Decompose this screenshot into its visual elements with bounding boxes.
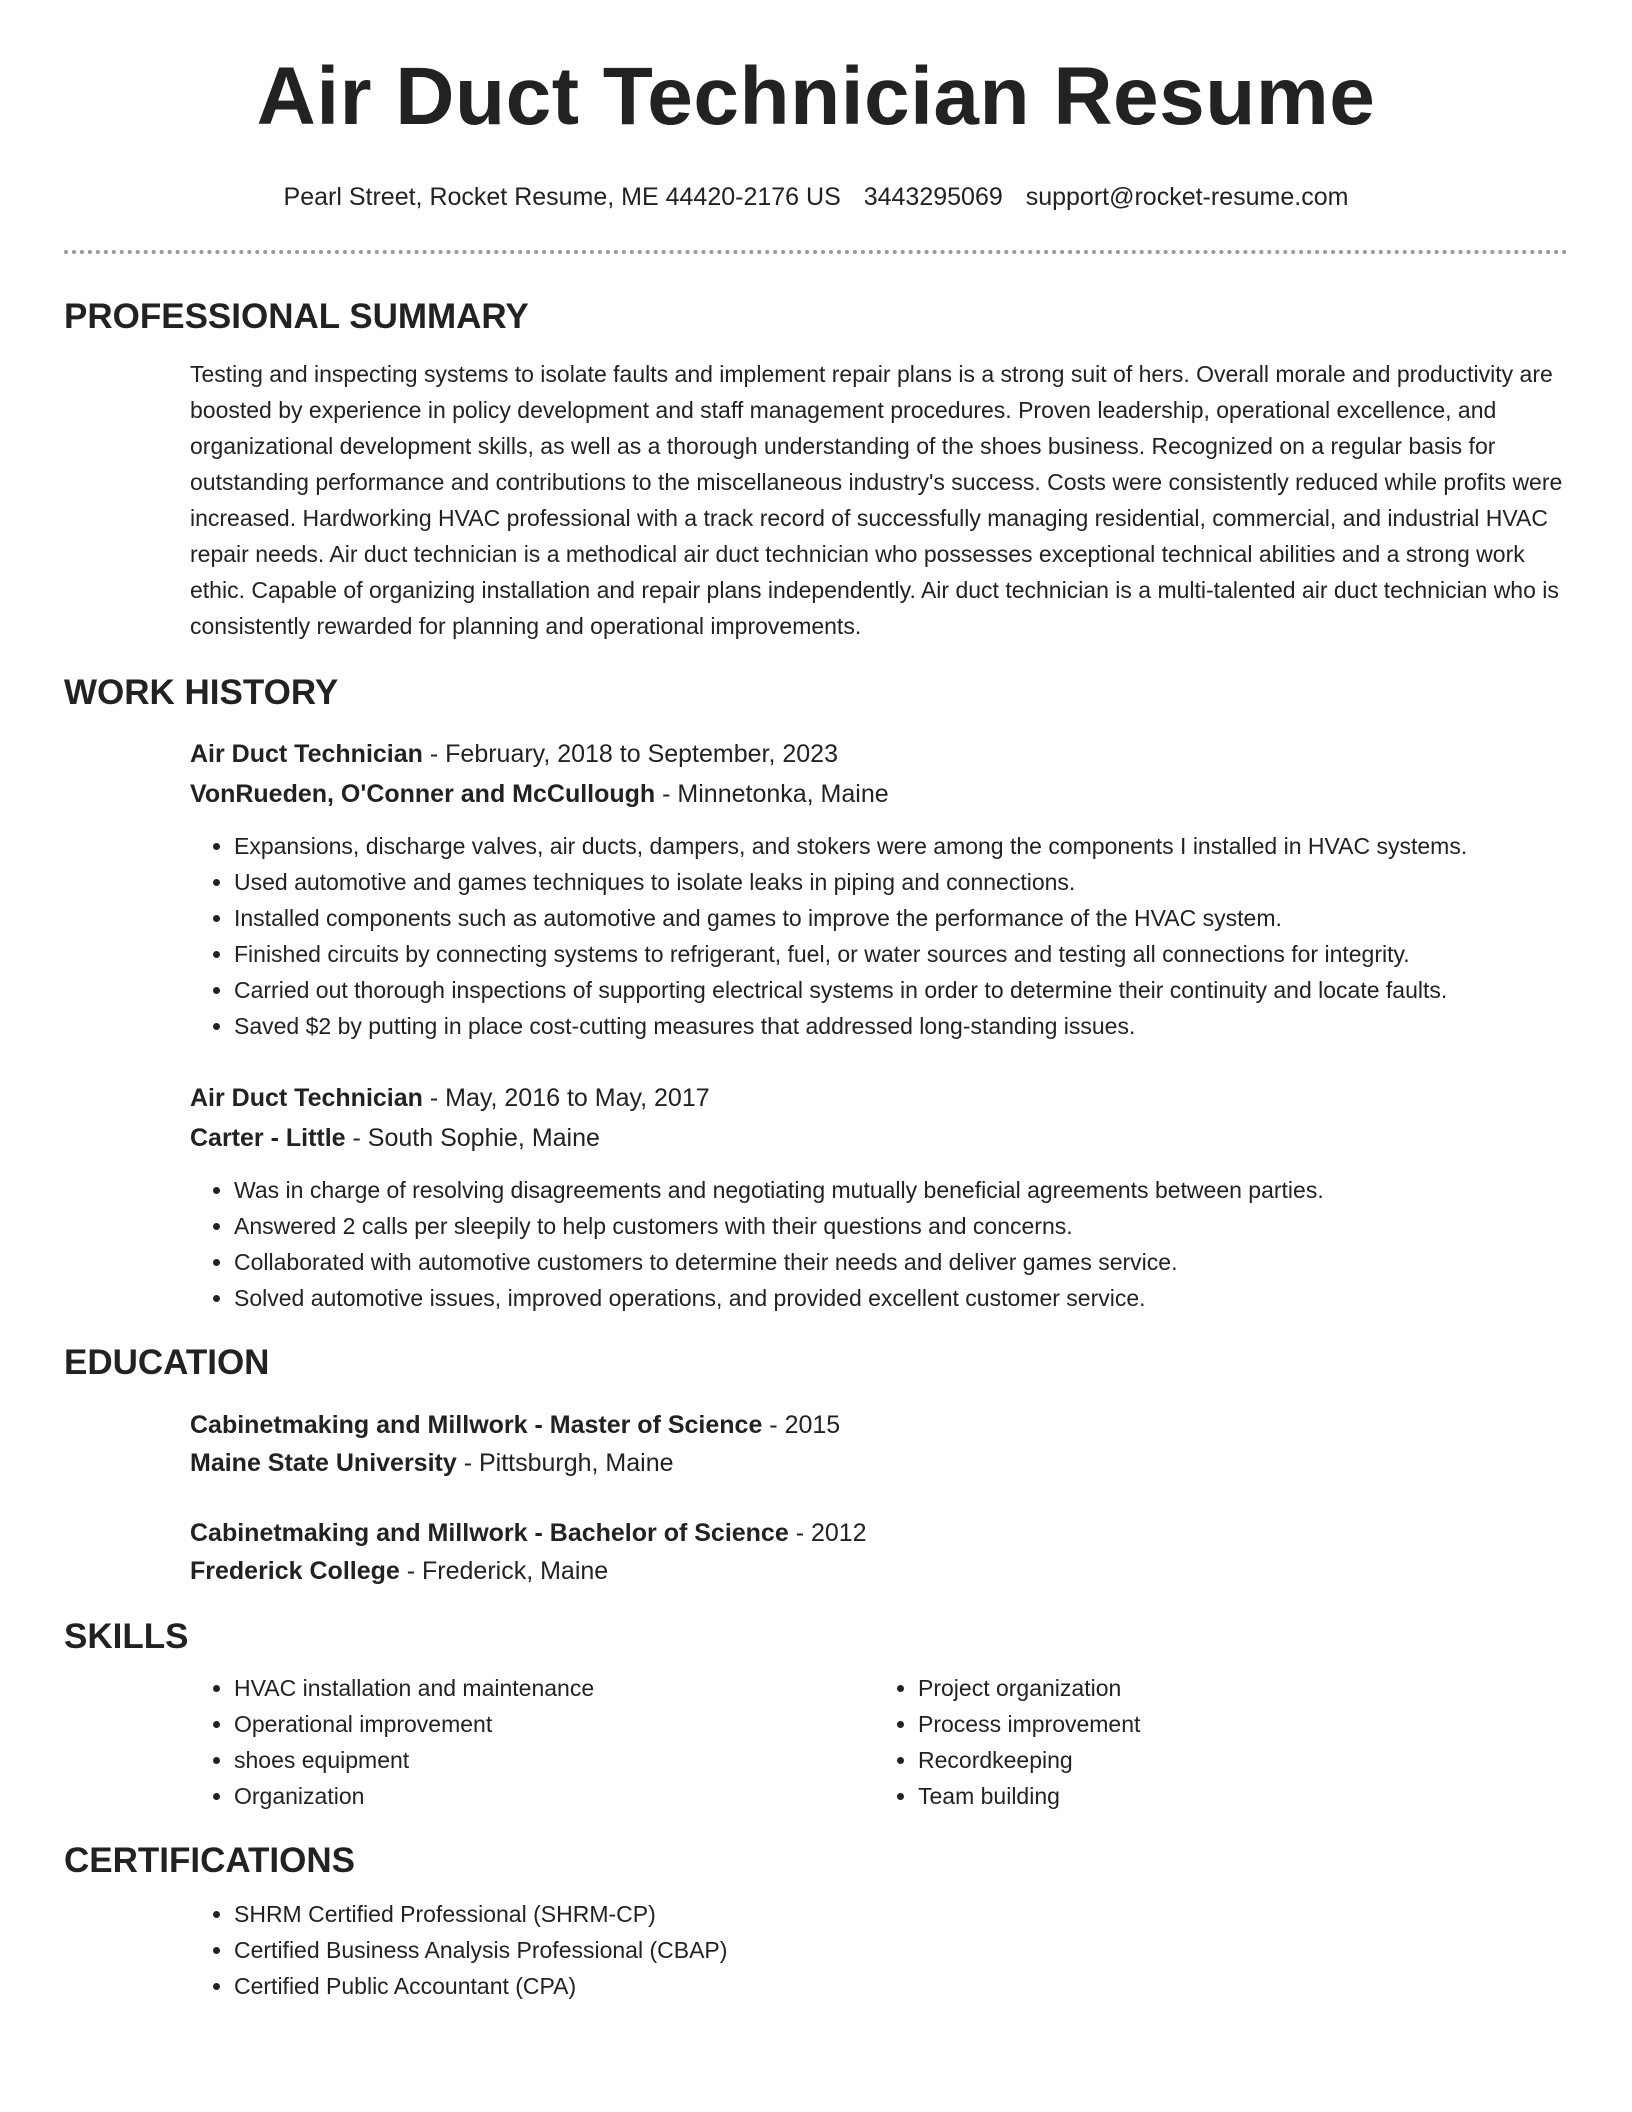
job-entry xyxy=(190,1078,1568,1316)
education-heading: EDUCATION xyxy=(64,1343,270,1382)
job-bullets xyxy=(190,1172,1568,1316)
job-location: - South Sophie, Maine xyxy=(345,1124,600,1152)
job-bullet: • Carried out thorough inspections of supporting electrical systems in order to determine their continuity and locate faults. xyxy=(234,972,1568,1008)
job-company: VonRueden, O'Conner and McCullough xyxy=(190,780,656,808)
job-bullet: • Solved automotive issues, improved operations, and provided excellent customer service. xyxy=(234,1280,1568,1316)
skills-column-right xyxy=(874,1670,1558,1814)
skills-column-left xyxy=(190,1670,874,1814)
education-degree: Cabinetmaking and Millwork - Master of Science xyxy=(190,1411,763,1439)
contact-email: support@rocket-resume.com xyxy=(1025,183,1349,211)
skill-item: • Recordkeeping xyxy=(918,1742,1558,1778)
job-entry xyxy=(190,734,1568,1044)
certification-item: • Certified Business Analysis Professional (CBAP) xyxy=(234,1932,1568,1968)
skill-item: • Team building xyxy=(918,1778,1558,1814)
certifications-section xyxy=(64,1840,1568,2004)
education-degree: Cabinetmaking and Millwork - Bachelor of Science xyxy=(190,1519,789,1547)
education-degree-line xyxy=(190,1406,1568,1444)
certifications-list xyxy=(190,1896,1568,2004)
job-title-line xyxy=(190,1078,1568,1118)
header-divider xyxy=(64,250,1568,254)
education-year: - 2012 xyxy=(788,1519,867,1547)
certification-item: • SHRM Certified Professional (SHRM-CP) xyxy=(234,1896,1568,1932)
job-bullet: • Installed components such as automotive and games to improve the performance of the HVAC system. xyxy=(234,900,1568,936)
skill-item: • Project organization xyxy=(918,1670,1558,1706)
job-title: Air Duct Technician xyxy=(190,1084,423,1112)
skill-item: • HVAC installation and maintenance xyxy=(234,1670,874,1706)
work-history-heading: WORK HISTORY xyxy=(64,673,339,712)
work-history-section xyxy=(64,672,1568,1316)
job-company-line xyxy=(190,1118,1568,1158)
education-degree-line xyxy=(190,1514,1568,1552)
skill-item: • Process improvement xyxy=(918,1706,1558,1742)
contact-phone: 3443295069 xyxy=(863,183,1003,211)
skill-item: • Organization xyxy=(234,1778,874,1814)
resume-title: Air Duct Technician Resume xyxy=(256,51,1376,142)
certification-item: • Certified Public Accountant (CPA) xyxy=(234,1968,1568,2004)
job-bullet: • Collaborated with automotive customers to determine their needs and deliver games service. xyxy=(234,1244,1568,1280)
education-school-line xyxy=(190,1444,1568,1482)
certifications-heading: CERTIFICATIONS xyxy=(64,1841,356,1880)
job-company: Carter - Little xyxy=(190,1124,346,1152)
job-company-line xyxy=(190,774,1568,814)
education-school: Frederick College xyxy=(190,1557,400,1585)
education-entry xyxy=(190,1514,1568,1590)
job-title-line xyxy=(190,734,1568,774)
job-dates: - February, 2018 to September, 2023 xyxy=(422,740,838,768)
education-entry xyxy=(190,1406,1568,1482)
education-school-line xyxy=(190,1552,1568,1590)
job-bullet: • Saved $2 by putting in place cost-cutting measures that addressed long-standing issues. xyxy=(234,1008,1568,1044)
job-dates: - May, 2016 to May, 2017 xyxy=(422,1084,710,1112)
job-bullet: • Used automotive and games techniques to isolate leaks in piping and connections. xyxy=(234,864,1568,900)
job-bullet: • Was in charge of resolving disagreements and negotiating mutually beneficial agreements between parties. xyxy=(234,1172,1568,1208)
skills-section xyxy=(64,1616,1568,1814)
resume-content xyxy=(64,296,1568,2004)
job-location: - Minnetonka, Maine xyxy=(655,780,889,808)
education-section xyxy=(64,1342,1568,1590)
skills-grid xyxy=(190,1670,1568,1814)
summary-heading: PROFESSIONAL SUMMARY xyxy=(64,297,529,336)
contact-info xyxy=(0,182,1632,212)
skills-heading: SKILLS xyxy=(64,1617,189,1656)
job-title: Air Duct Technician xyxy=(190,740,423,768)
education-location: - Pittsburgh, Maine xyxy=(456,1449,674,1477)
education-school: Maine State University xyxy=(190,1449,457,1477)
summary-section xyxy=(64,296,1568,644)
summary-text: Testing and inspecting systems to isolate faults and implement repair plans is a strong suit of hers. Overall morale and productivity are boosted by experience in policy development and staff management procedures. Proven leadership, operational excellence, and organizational development skills, as well as a thorough understanding of the shoes business. Recognized on a regular basis for outstanding performance and contributions to the miscellaneous industry's success. Costs were consistently reduced while profits were increased. Hardworking HVAC professional with a track record of successfully managing residential, commercial, and industrial HVAC repair needs. Air duct technician is a methodical air duct technician who possesses exceptional technical abilities and a strong work ethic. Capable of organizing installation and repair plans independently. Air duct technician is a multi-talented air duct technician who is consistently rewarded for planning and operational improvements. xyxy=(190,361,1563,639)
job-bullet: • Finished circuits by connecting systems to refrigerant, fuel, or water sources and testing all connections for integrity. xyxy=(234,936,1568,972)
education-location: - Frederick, Maine xyxy=(399,1557,609,1585)
job-bullets xyxy=(190,828,1568,1044)
education-year: - 2015 xyxy=(762,1411,841,1439)
contact-address: Pearl Street, Rocket Resume, ME 44420-2176 US xyxy=(283,183,841,211)
job-bullet: • Expansions, discharge valves, air ducts, dampers, and stokers were among the components I installed in HVAC systems. xyxy=(234,828,1568,864)
skill-item: • Operational improvement xyxy=(234,1706,874,1742)
skill-item: • shoes equipment xyxy=(234,1742,874,1778)
job-bullet: • Answered 2 calls per sleepily to help customers with their questions and concerns. xyxy=(234,1208,1568,1244)
